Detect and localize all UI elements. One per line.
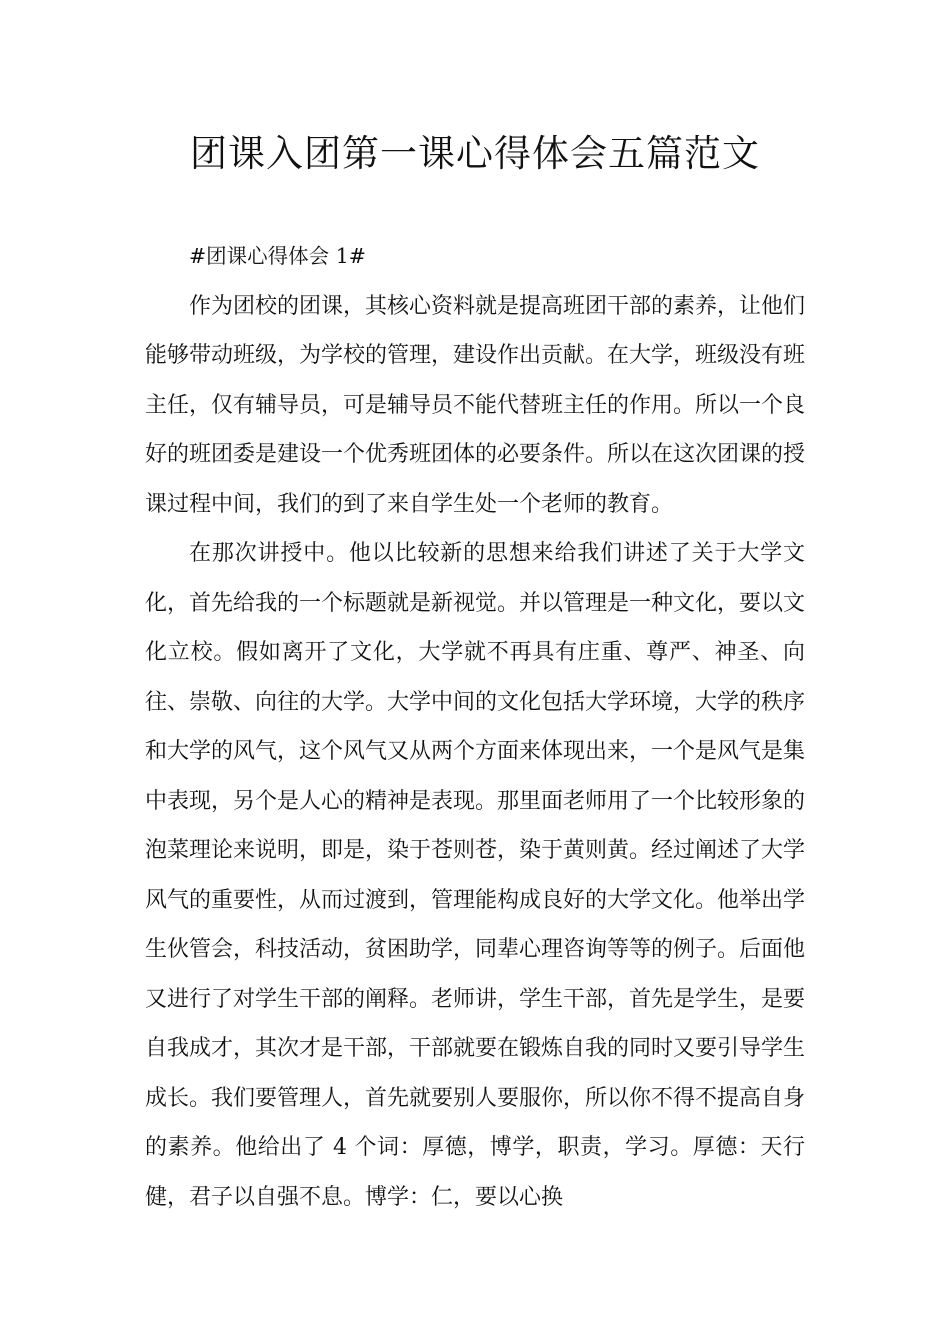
document-body [145,232,805,1222]
document-title: 团课入团第一课心得体会五篇范文 [190,132,760,175]
paragraph-2: 在那次讲授中。他以比较新的思想来给我们讲述了关于大学文化，首先给我的一个标题就是新视觉。并以管理是一种文化，要以文化立校。假如离开了文化，大学就不再具有庄重、尊严、神圣、向往、崇敬、向往的大学。大学中间的文化包括大学环境，大学的秩序和大学的风气，这个风气又从两个方面来体现出来，一个是风气是集中表现，另个是人心的精神是表现。那里面老师用了一个比较形象的泡菜理论来说明，即是，染于苍则苍，染于黄则黄。经过阐述了大学风气的重要性，从而过渡到，管理能构成良好的大学文化。他举出学生伙管会，科技活动，贫困助学，同辈心理咨询等等的例子。后面他又进行了对学生干部的阐释。老师讲，学生干部，首先是学生，是要自我成才，其次才是干部，干部就要在锻炼自我的同时又要引导学生成长。我们要管理人，首先就要别人要服你，所以你不得不提高自身的素养。他给出了 4 个词：厚德，博学，职责，学习。厚德：天行健，君子以自强不息。博学：仁，要以心换 [145,541,806,1210]
section-heading: #团课心得体会 1# [189,244,366,268]
paragraph-1: 作为团校的团课，其核心资料就是提高班团干部的素养，让他们能够带动班级，为学校的管理，建设作出贡献。在大学，班级没有班主任，仅有辅导员，可是辅导员不能代替班主任的作用。所以一个良好的班团委是建设一个优秀班团体的必要条件。所以在这次团课的授课过程中间，我们的到了来自学生处一个老师的教育。 [145,293,806,517]
